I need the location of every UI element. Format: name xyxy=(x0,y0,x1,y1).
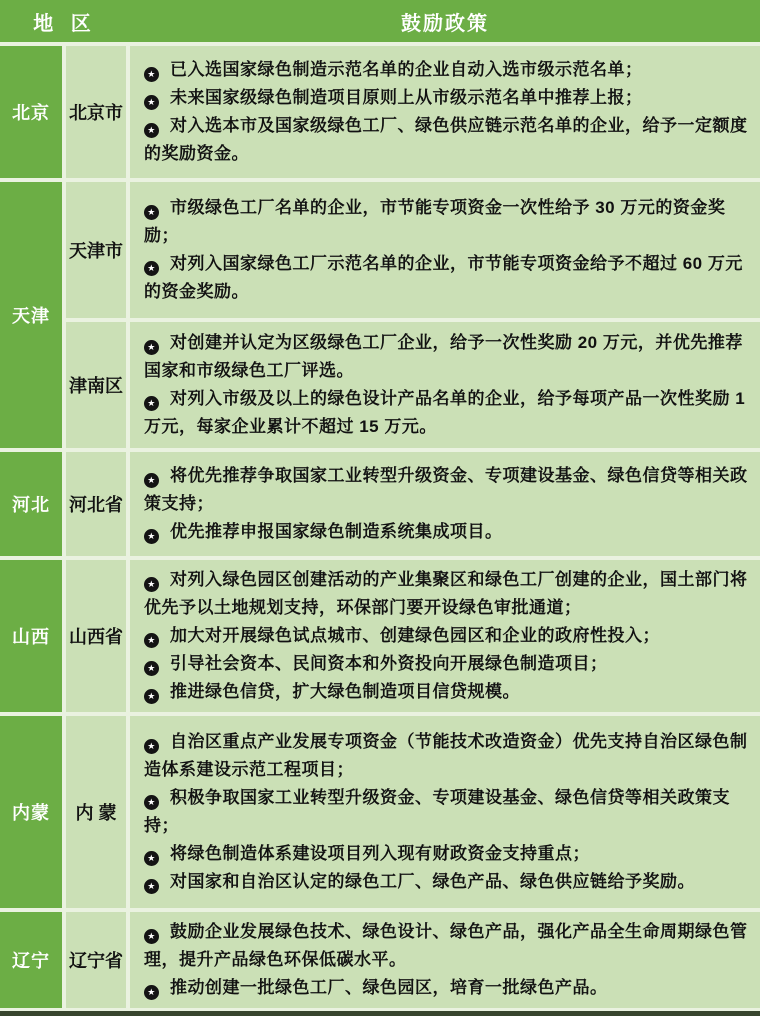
policy-item: ★ 将优先推荐争取国家工业转型升级资金、专项建设基金、绿色信贷等相关政策支持； xyxy=(144,466,748,513)
table-body xyxy=(0,46,760,1008)
region-cell: 山西 xyxy=(0,560,62,712)
policy-cell xyxy=(130,182,760,318)
table-section xyxy=(0,912,760,1008)
table-header-row xyxy=(0,0,760,42)
policy-item: ★ 市级绿色工厂名单的企业，市节能专项资金一次性给予 30 万元的资金奖励； xyxy=(144,198,726,245)
star-in-circle-bullet-icon: ★ xyxy=(144,689,159,704)
star-in-circle-bullet-icon: ★ xyxy=(144,205,159,220)
area-cell: 北京市 xyxy=(66,46,126,178)
table-row xyxy=(66,560,760,712)
policy-cell xyxy=(130,46,760,178)
section-subrows xyxy=(66,560,760,712)
table-section xyxy=(0,560,760,712)
area-cell: 津南区 xyxy=(66,322,126,448)
star-in-circle-bullet-icon: ★ xyxy=(144,633,159,648)
header-region-label: 地 区 xyxy=(33,12,97,35)
star-in-circle-bullet-icon: ★ xyxy=(144,577,159,592)
policy-item: ★ 自治区重点产业发展专项资金（节能技术改造资金）优先支持自治区绿色制造体系建设示范工程项目； xyxy=(144,732,748,779)
policy-cell xyxy=(130,716,760,908)
region-cell: 河北 xyxy=(0,452,62,556)
area-cell: 河北省 xyxy=(66,452,126,556)
region-cell: 天津 xyxy=(0,182,62,448)
star-in-circle-bullet-icon: ★ xyxy=(144,261,159,276)
star-in-circle-bullet-icon: ★ xyxy=(144,473,159,488)
section-subrows xyxy=(66,182,760,448)
policy-item: ★ 鼓励企业发展绿色技术、绿色设计、绿色产品，强化产品全生命周期绿色管理，提升产品绿色环保低碳水平。 xyxy=(144,922,748,969)
star-in-circle-bullet-icon: ★ xyxy=(144,929,159,944)
table-section xyxy=(0,716,760,908)
policy-item: ★ 对国家和自治区认定的绿色工厂、绿色产品、绿色供应链给予奖励。 xyxy=(144,868,748,896)
star-in-circle-bullet-icon: ★ xyxy=(144,739,159,754)
table-section xyxy=(0,46,760,178)
table-row xyxy=(66,46,760,178)
region-cell: 北京 xyxy=(0,46,62,178)
policy-item: ★ 对创建并认定为区级绿色工厂企业，给予一次性奖励 20 万元，并优先推荐国家和市级绿色工厂评选。 xyxy=(144,333,743,380)
area-cell: 天津市 xyxy=(66,182,126,318)
section-subrows xyxy=(66,912,760,1008)
region-cell: 内蒙 xyxy=(0,716,62,908)
table-section xyxy=(0,452,760,556)
section-subrows xyxy=(66,452,760,556)
star-in-circle-bullet-icon: ★ xyxy=(144,661,159,676)
policy-item: ★ 积极争取国家工业转型升级资金、专项建设基金、绿色信贷等相关政策支持； xyxy=(144,788,730,835)
policy-item: ★ 对入选本市及国家级绿色工厂、绿色供应链示范名单的企业，给予一定额度的奖励资金。 xyxy=(144,116,748,163)
section-subrows xyxy=(66,716,760,908)
bottom-edge-strip xyxy=(0,1011,760,1016)
policy-item: ★ 已入选国家绿色制造示范名单的企业自动入选市级示范名单； xyxy=(144,56,748,84)
table-row xyxy=(66,716,760,908)
star-in-circle-bullet-icon: ★ xyxy=(144,985,159,1000)
table-row xyxy=(66,912,760,1008)
policy-item: ★ 对列入市级及以上的绿色设计产品名单的企业，给予每项产品一次性奖励 1 万元，每家企业累计不超过 15 万元。 xyxy=(144,389,746,436)
star-in-circle-bullet-icon: ★ xyxy=(144,95,159,110)
star-in-circle-bullet-icon: ★ xyxy=(144,795,159,810)
policy-item: ★ 将绿色制造体系建设项目列入现有财政资金支持重点； xyxy=(144,840,748,868)
table-section xyxy=(0,182,760,448)
policy-cell xyxy=(130,912,760,1008)
table-row xyxy=(66,182,760,318)
policy-item: ★ 对列入绿色园区创建活动的产业集聚区和绿色工厂创建的企业，国土部门将优先予以土地规划支持，环保部门要开设绿色审批通道； xyxy=(144,570,748,617)
policy-item: ★ 引导社会资本、民间资本和外资投向开展绿色制造项目； xyxy=(144,650,748,678)
star-in-circle-bullet-icon: ★ xyxy=(144,529,159,544)
table-row xyxy=(66,322,760,448)
star-in-circle-bullet-icon: ★ xyxy=(144,396,159,411)
star-in-circle-bullet-icon: ★ xyxy=(144,340,159,355)
policy-item: ★ 推动创建一批绿色工厂、绿色园区，培育一批绿色产品。 xyxy=(144,974,748,1002)
policy-cell xyxy=(130,560,760,712)
table-row xyxy=(66,452,760,556)
star-in-circle-bullet-icon: ★ xyxy=(144,123,159,138)
policy-item: ★ 对列入国家绿色工厂示范名单的企业，市节能专项资金给予不超过 60 万元的资金奖励。 xyxy=(144,254,743,301)
policy-item: ★ 加大对开展绿色试点城市、创建绿色园区和企业的政府性投入； xyxy=(144,622,748,650)
policy-cell xyxy=(130,322,760,448)
star-in-circle-bullet-icon: ★ xyxy=(144,67,159,82)
star-in-circle-bullet-icon: ★ xyxy=(144,879,159,894)
area-cell: 内 蒙 xyxy=(66,716,126,908)
header-policy-label: 鼓励政策 xyxy=(401,12,489,35)
policy-item: ★ 未来国家级绿色制造项目原则上从市级示范名单中推荐上报； xyxy=(144,84,748,112)
star-in-circle-bullet-icon: ★ xyxy=(144,851,159,866)
policy-cell xyxy=(130,452,760,556)
policy-item: ★ 优先推荐申报国家绿色制造系统集成项目。 xyxy=(144,518,748,546)
area-cell: 辽宁省 xyxy=(66,912,126,1008)
region-cell: 辽宁 xyxy=(0,912,62,1008)
policy-item: ★ 推进绿色信贷，扩大绿色制造项目信贷规模。 xyxy=(144,678,748,706)
section-subrows xyxy=(66,46,760,178)
area-cell: 山西省 xyxy=(66,560,126,712)
